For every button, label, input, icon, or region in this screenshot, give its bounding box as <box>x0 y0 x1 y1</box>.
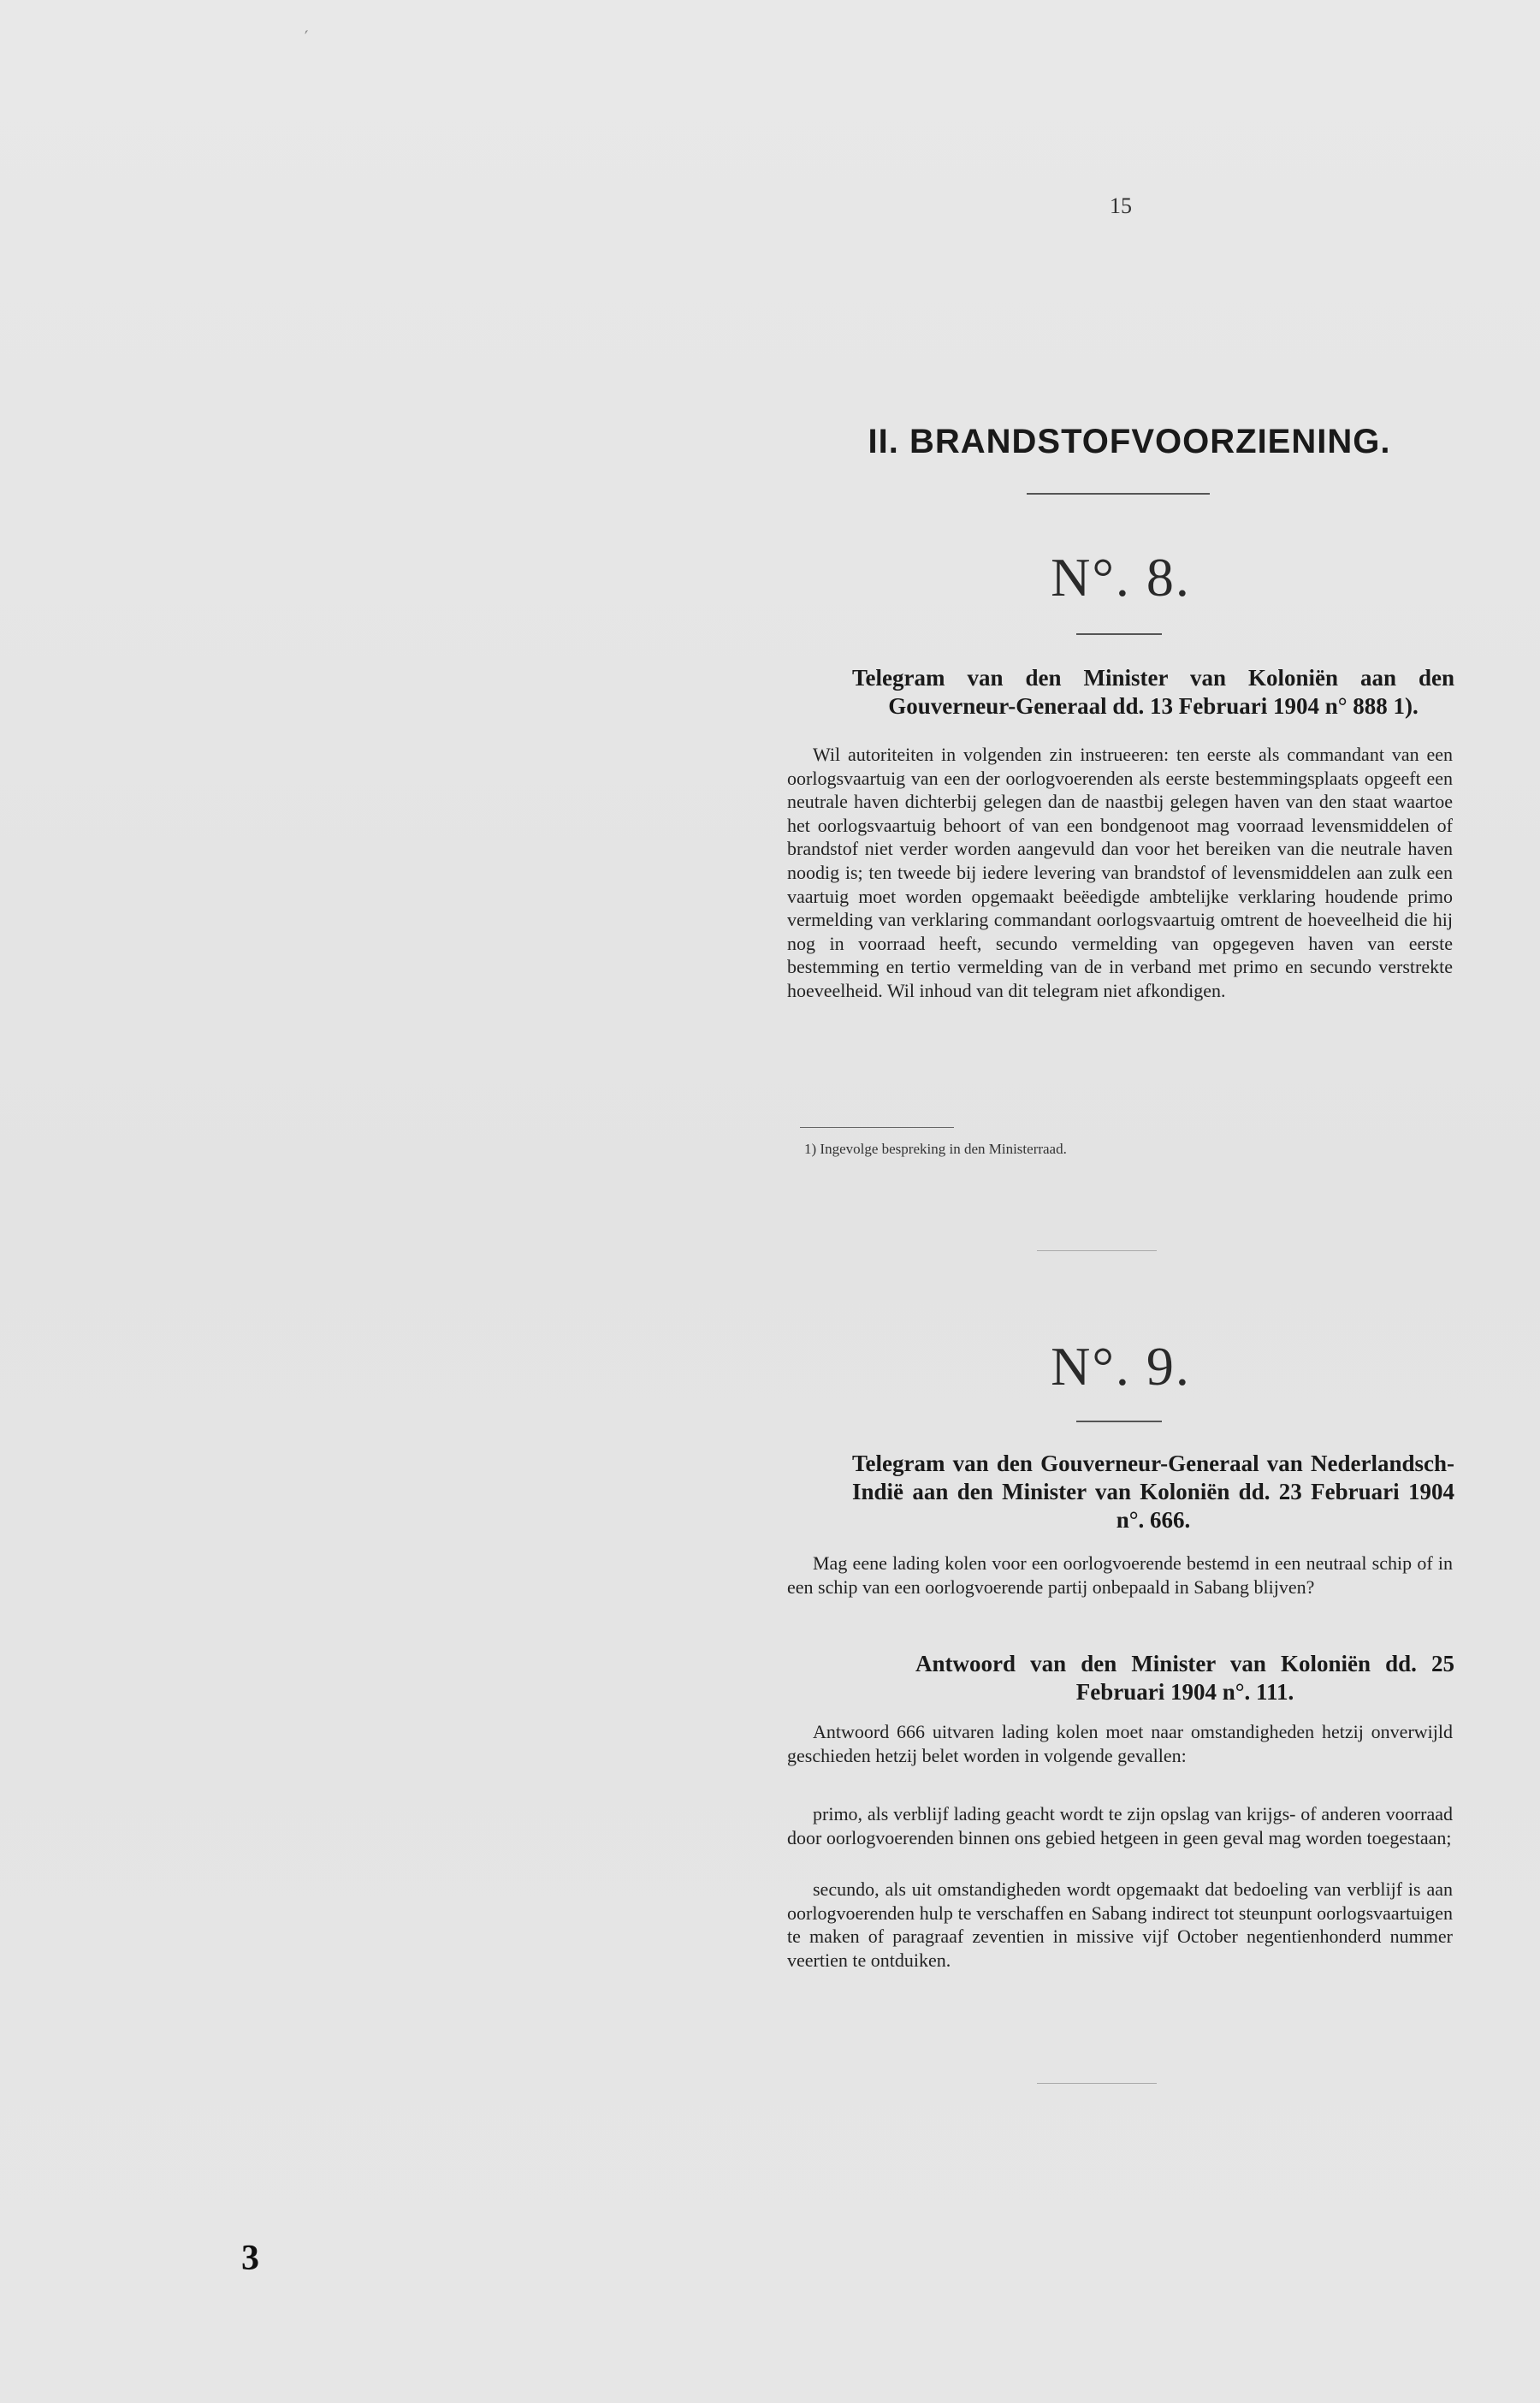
footnote-rule <box>800 1127 954 1128</box>
section-rule <box>1027 493 1210 495</box>
doc9-answer-heading: Antwoord van den Minister van Koloniën dd. 25 Februari 1904 n°. 111. <box>915 1651 1454 1705</box>
corner-mark: ˊ <box>301 26 315 49</box>
separator-rule-1 <box>1037 1250 1157 1251</box>
doc8-number-rule <box>1076 633 1162 635</box>
page-number: 15 <box>1110 193 1132 218</box>
section-title: II. BRANDSTOFVOORZIENING. <box>868 423 1391 460</box>
doc9-body-paragraph: Mag eene lading kolen voor een oorlogvoerende bestemd in een neutraal schip of in een schip van een oorlogvoerende partij onbepaald in Sabang blijven? <box>787 1552 1453 1598</box>
doc9-answer-paragraph: Antwoord 666 uitvaren lading kolen moet naar omstandigheden hetzij onverwijld geschieden hetzij belet worden in volgende gevallen: <box>787 1721 1453 1766</box>
doc8-heading: Telegram van den Minister van Koloniën aan den Gouverneur-Generaal dd. 13 Februari 1904 n° 888 1). <box>852 665 1454 719</box>
doc9-secundo <box>787 1878 1453 1972</box>
doc8-body <box>787 743 1453 1003</box>
doc9-primo-paragraph: primo, als verblijf lading geacht wordt te zijn opslag van krijgs- of anderen voorraad door oorlogvoerenden binnen ons gebied hetgeen in geen geval mag worden toegestaan; <box>787 1803 1453 1848</box>
doc9-primo <box>787 1802 1453 1849</box>
doc8-body-paragraph: Wil autoriteiten in volgenden zin instrueeren: ten eerste als commandant van een oorlogsvaartuig van een der oorlogvoerenden als eerste bestemmingsplaats opgeeft een neutrale haven dichterbij gelegen dan de naastbij gelegen haven van den staat waartoe het oorlogsvaartuig behoort of van een bondgenoot mag voorraad levensmiddelen of brandstof niet verder worden aangevuld dan voor het bereiken van die neutrale haven noodig is; ten tweede bij iedere levering van brandstof of levensmiddelen aan zulk een vaartuig moet worden opgemaakt beëedigde ambtelijke verklaring houdende primo vermelding van verklaring commandant oorlogsvaartuig omtrent de hoeveelheid die hij nog in voorraad heeft, secundo vermelding van opgegeven haven van eerste bestemming en tertio vermelding van de in verband met primo en secundo verstrekte hoeveelheid. Wil inhoud van dit telegram niet afkondigen. <box>787 744 1453 1001</box>
doc9-secundo-paragraph: secundo, als uit omstandigheden wordt opgemaakt dat bedoeling van verblijf is aan oorlogvoerenden hulp te verschaffen en Sabang indirect tot steunpunt oorlogsvaartuigen te maken of paragraaf zeventien in missive vijf October negentienhonderd nummer veertien te ontduiken. <box>787 1878 1453 1971</box>
signature-mark: 3 <box>241 2239 259 2278</box>
doc9-number-rule <box>1076 1421 1162 1422</box>
document-number-9: N°. 9. <box>1051 1336 1191 1397</box>
doc8-footnote: 1) Ingevolge bespreking in den Ministerraad. <box>804 1141 1067 1157</box>
separator-rule-2 <box>1037 2083 1157 2084</box>
doc9-heading: Telegram van den Gouverneur-Generaal van Nederlandsch-Indië aan den Minister van Koloniën dd. 23 Februari 1904 n°. 666. <box>852 1451 1454 1533</box>
doc9-answer-body <box>787 1720 1453 1767</box>
doc9-body <box>787 1552 1453 1599</box>
document-number-8: N°. 8. <box>1051 547 1191 608</box>
